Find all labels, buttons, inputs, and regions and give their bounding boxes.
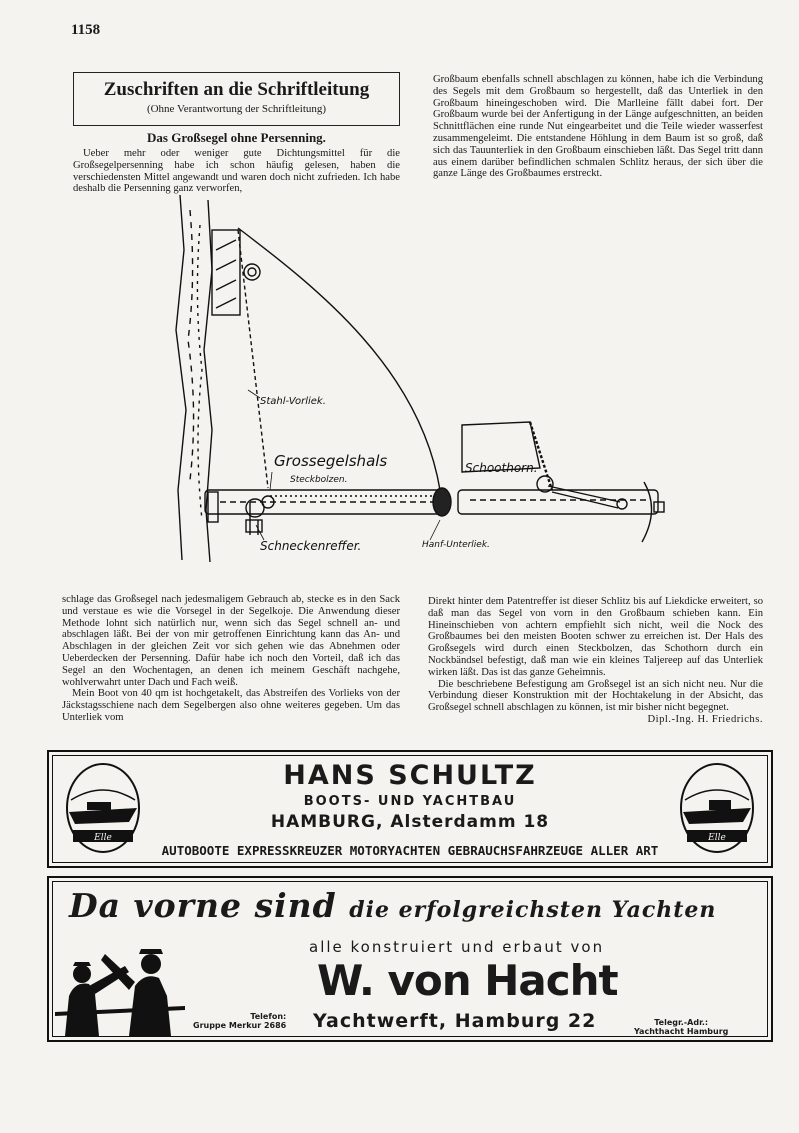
section-header-box xyxy=(73,72,400,126)
article-paragraph: Großbaum ebenfalls schnell abschlagen zu können, habe ich die Verbindung des Segels mit dem Großbaum so hergestellt, daß das Unterliek in den Großbaum hineingeschoben wird. Die Marlleine fällt dabei fort. Der Großbaum wurde bei der Anfertigung in der Länge aufgeschnitten, an beiden Schnittflächen eine runde Nut eingearbeitet und die Teile wieder wasserfest zusammengeleimt. Die entstandene Höhlung in dem Baum ist so groß, daß sich das Tauunterliek in den Großbaum einschieben läßt. Das Segel tritt dann aus einem darüber befindlichen schmalen Schlitz heraus, der sich über die ganze Länge des Großbaumes erstreckt. xyxy=(433,74,763,180)
ad-product-line: AUTOBOOTE EXPRESSKREUZER MOTORYACHTEN GEBRAUCHSFAHRZEUGE ALLER ART xyxy=(161,843,659,858)
label-steckbolzen: Steckbolzen. xyxy=(290,475,348,485)
article-col2-bottom xyxy=(428,596,763,726)
ad-headline xyxy=(69,886,716,925)
emblem-text: Elle xyxy=(708,833,726,843)
ad-von-hacht xyxy=(47,876,773,1042)
emblem-text: Elle xyxy=(94,833,112,843)
article-col1-top xyxy=(73,148,400,195)
label-stahl-vorliek: Stahl-Vorliek. xyxy=(260,396,326,407)
ad-headline-small: die erfolgreichsten Yachten xyxy=(349,897,717,923)
ad-company-name: W. von Hacht xyxy=(317,956,618,1005)
article-paragraph: Ueber mehr oder weniger gute Dichtungsmittel für die Großsegelpersenning habe ich schon häufig gelesen, haben die verschiedensten Mittel angewandt und waren doch nicht zufrieden. Ich habe deshalb die Persenning ganz verworfen, xyxy=(73,148,400,195)
ad-telephone-label: Telefon: xyxy=(250,1012,287,1021)
ad-headline-big: Da vorne sind xyxy=(69,886,337,925)
label-schothorn: Schoothorn. xyxy=(465,461,538,475)
article-paragraph: Mein Boot von 40 qm ist hochgetakelt, das Abstreifen des Vorlieks von der Jäckstagsschiene nach dem Segelbergen also ohne weiteres gegeben. Um das Unterliek vom xyxy=(62,688,400,723)
ad-company-name: HANS SCHULTZ xyxy=(283,760,537,791)
ad-telephone-value: Gruppe Merkur 2686 xyxy=(193,1021,287,1030)
article-paragraph: Direkt hinter dem Patentreffer ist dieser Schlitz bis auf Liekdicke erweitert, so daß man das Segel von vorn in den Großbaum schieben kann. Ein Hineinschieben von achtern empfiehlt sich nicht, weil die Nock des Großbaumes bei den meisten Booten schwer zu erreichen ist. Der Hals des Großsegels wird durch einen Steckbolzen, das Schothorn durch ein Nockbändsel befestigt, daß man wie ein kleines Taljereep auf das Unterliek wirken läßt. Das ist das ganze Geheimnis. xyxy=(428,596,763,678)
article-title: Das Großsegel ohne Persenning. xyxy=(147,130,326,145)
section-subtitle: (Ohne Verantwortung der Schriftleitung) xyxy=(146,103,327,115)
ad-tagline: alle konstruiert und erbaut von xyxy=(309,938,605,956)
ad-telegraph xyxy=(634,1018,728,1036)
article-paragraph: Die beschriebene Befestigung am Großsegel ist an sich nicht neu. Nur die Verbindung dieser Konstruktion mit der Hochtakelung in der Absicht, das Großsegel schnell abschlagen zu können, ist mir bisher nicht begegnet. xyxy=(428,678,763,714)
ad-telephone xyxy=(193,1012,286,1030)
sailors-illustration xyxy=(55,936,185,1036)
article-paragraph: schlage das Großsegel nach jedesmaligem Gebrauch ab, stecke es in den Sack und verstaue es wie die Vorsegel in der Segelkoje. Die Anwendung dieser Methode lohnt sich natürlich nur, wenn sich das Segel schnell an- und abschlagen läßt. Bei der von mir getroffenen Einrichtung kann das An- und Abschlagen in der gleichen Zeit vor sich gehen wie das Abnehmen oder Ueberdecken der Persenning. Dafür habe ich noch den Vorteil, daß ich das Segel an den Wochentagen, an denen ich meinem Geschäft nachgehe, wohlverwahrt unter Dach und Fach weiß. xyxy=(62,594,400,688)
article-col2-top xyxy=(433,74,763,180)
ad-telegraph-value: Yachthacht Hamburg xyxy=(634,1027,729,1036)
section-title: Zuschriften an die Schriftleitung xyxy=(103,79,370,100)
ad-hans-schultz xyxy=(47,750,773,868)
sail-rigging-diagram xyxy=(160,190,680,565)
ad-telegraph-label: Telegr.-Adr.: xyxy=(654,1018,709,1027)
ad-company-trade: BOOTS- UND YACHTBAU xyxy=(303,794,517,809)
label-grossegelshals: Grossegelshals xyxy=(274,452,388,470)
label-schneckenreffer: Schneckenreffer. xyxy=(260,539,362,553)
ad-company-location: Yachtwerft, Hamburg 22 xyxy=(313,1010,597,1032)
page-number: 1158 xyxy=(71,22,101,38)
article-col1-bottom xyxy=(62,594,400,724)
article-signature: Dipl.-Ing. H. Friedrichs. xyxy=(647,713,763,725)
ad-company-address: HAMBURG, Alsterdamm 18 xyxy=(270,812,550,832)
label-hanf-unterliek: Hanf-Unterliek. xyxy=(422,540,490,550)
